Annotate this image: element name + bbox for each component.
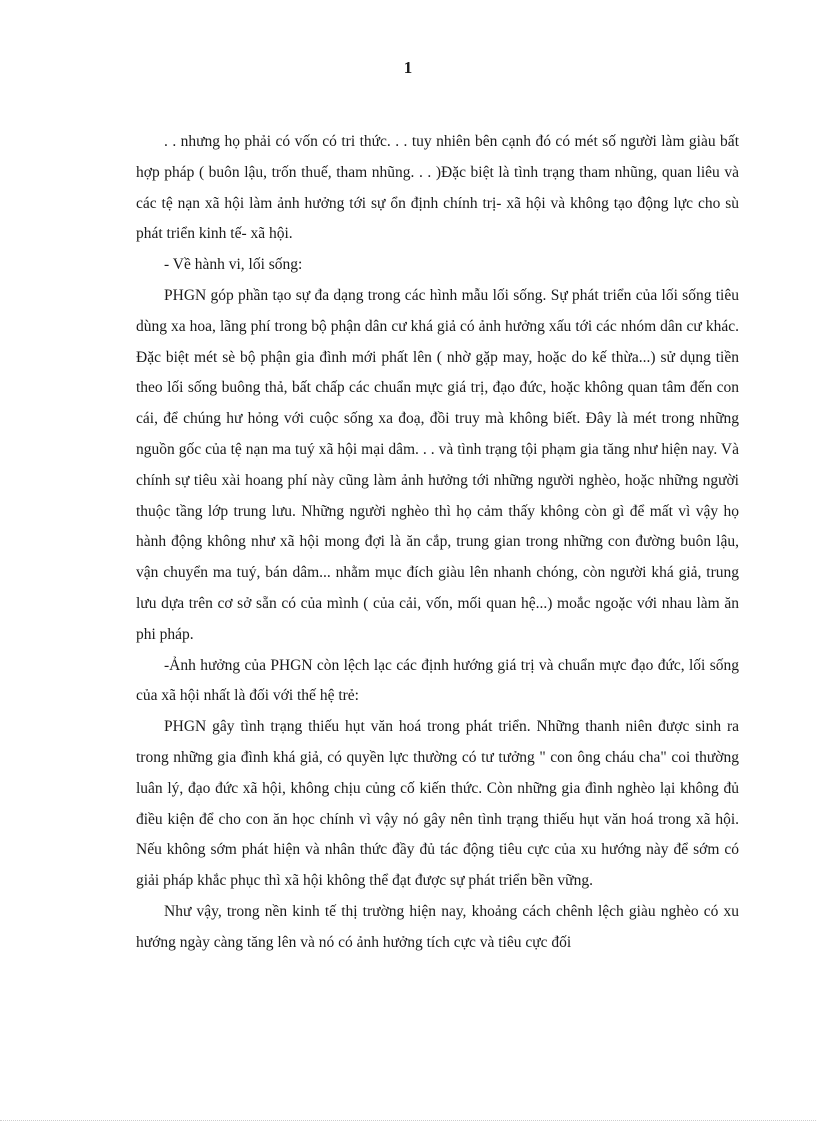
paragraph-cultural-deficit: PHGN gây tình trạng thiếu hụt văn hoá trong phát triển. Những thanh niên được sinh ra trong những gia đình khá giả, có quyền lực thường có tư tưởng " con ông cháu cha" coi thường luân lý, đạo đức xã hội, không chịu củng cố kiến thức. Còn những gia đình nghèo lại không đủ điều kiện để cho con ăn học chính vì vậy nó gây nên tình trạng thiếu hụt văn hoá trong xã hội. Nếu không sớm phát hiện và nhân thức đầy đủ tác động tiêu cực của xu hướng này để sớm có giải pháp khắc phục thì xã hội không thể đạt được sự phát triển bền vững. xyxy=(136,718,739,890)
paragraph-lifestyle-effects: PHGN góp phần tạo sự đa dạng trong các hình mẫu lối sống. Sự phát triển của lối sống tiêu dùng xa hoa, lãng phí trong bộ phận dân cư khá giả có ảnh hưởng xấu tới các nhóm dân cư khác. Đặc biệt mét sè bộ phận gia đình mới phất lên ( nhờ gặp may, hoặc do kế thừa...) sử dụng tiền theo lối sống buông thả, bất chấp các chuẩn mực giá trị, đạo đức, hoặc không quan tâm đến con cái, để chúng hư hỏng với cuộc sống xa đoạ, đồi truy mà không biết. Đây là mét trong những nguồn gốc của tệ nạn ma tuý xã hội mại dâm. . . và tình trạng tội phạm gia tăng như hiện nay. Và chính sự tiêu xài hoang phí này cũng làm ảnh hưởng tới những người nghèo, hoặc những người thuộc tầng lớp trung lưu. Những người nghèo thì họ cảm thấy không còn gì để mất vì vậy họ hành động không như xã hội mong đợi là ăn cắp, trung gian trong những con đường buôn lậu, vận chuyển ma tuý, bán dâm... nhằm mục đích giàu lên nhanh chóng, còn người khá giả, trung lưu dựa trên cơ sở sẵn có của mình ( của cải, vốn, mối quan hệ...) moắc ngoặc với nhau làm ăn phi pháp. xyxy=(136,286,739,643)
section-heading-value-orientation: -Ảnh hưởng của PHGN còn lệch lạc các định hướng giá trị và chuẩn mực đạo đức, lối sống của xã hội nhất là đối với thế hệ trẻ: xyxy=(136,656,739,705)
paragraph-continuation: . . nhưng họ phải có vốn có tri thức. . . tuy nhiên bên cạnh đó có mét số người làm giàu bất hợp pháp ( buôn lậu, trốn thuế, tham nhũng. . . )Đặc biệt là tình trạng tham nhũng, quan liêu và các tệ nạn xã hội làm ảnh hưởng tới sự ổn định chính trị- xã hội và không tạo động lực cho sù phát triển kinh tế- xã hội. xyxy=(136,133,739,243)
page-number: 1 xyxy=(403,58,413,77)
paragraph-conclusion: Như vậy, trong nền kinh tế thị trường hiện nay, khoảng cách chênh lệch giàu nghèo có xu hướng ngày càng tăng lên và nó có ảnh hưởng tích cực và tiêu cực đối xyxy=(136,902,739,951)
section-heading-behavior-lifestyle: - Về hành vi, lối sống: xyxy=(164,256,303,274)
page-bottom-rule xyxy=(0,1120,816,1121)
document-body xyxy=(136,127,739,959)
